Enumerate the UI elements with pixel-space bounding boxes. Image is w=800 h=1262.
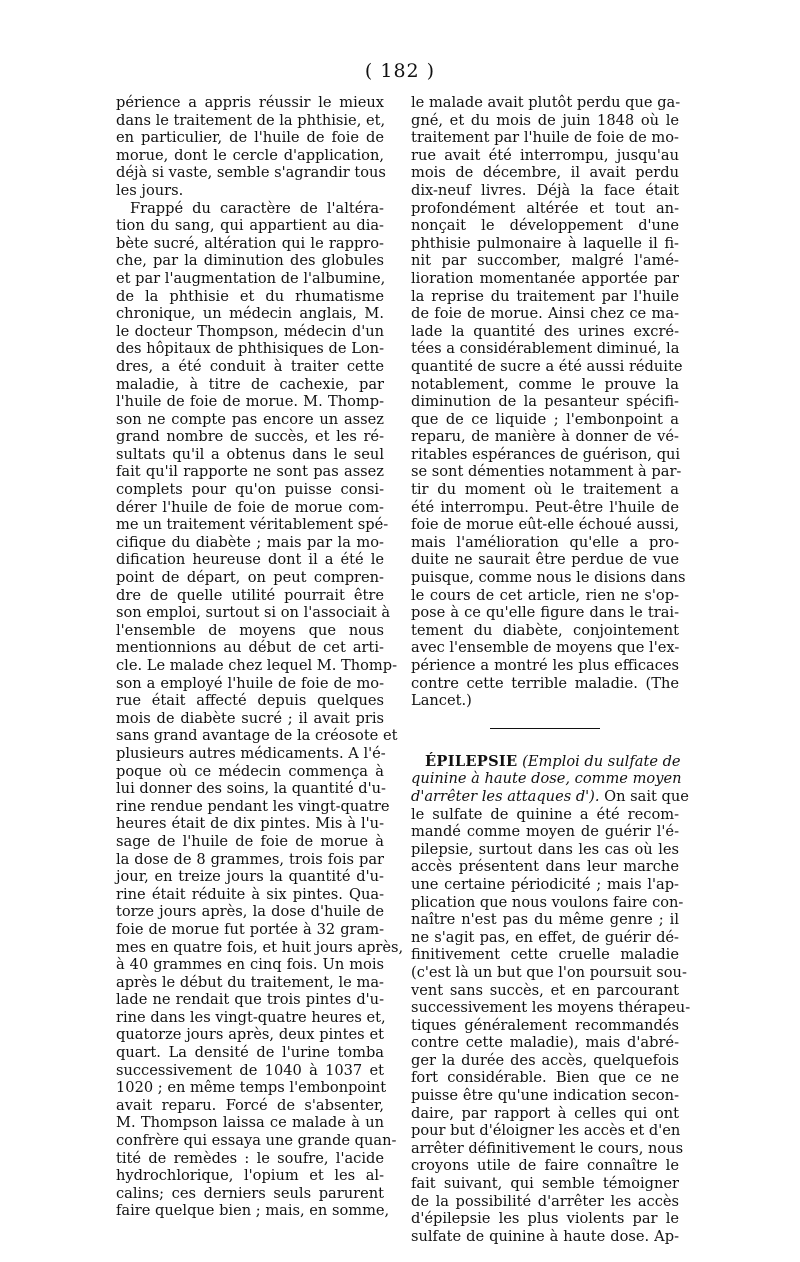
- text-line: morue, dont le cercle d'application,: [116, 146, 384, 164]
- text-line: périence a montré les plus efficaces: [411, 657, 679, 674]
- text-line: complets pour qu'on puisse consi-: [116, 481, 384, 499]
- article-heading-line-3: [411, 787, 689, 806]
- text-line: croyons utile de faire connaître le: [411, 1157, 679, 1175]
- text-line: et par l'augmentation de l'albumine,: [116, 269, 386, 287]
- text-line: poque où ce médecin commença à: [116, 762, 384, 780]
- text-line: Lancet.): [411, 692, 472, 710]
- text-line: mois de diabète sucré ; il avait pris: [116, 709, 384, 727]
- text-line: hydrochlorique, l'opium et les al-: [116, 1167, 384, 1185]
- text-line: l'huile de foie de morue. M. Thomp-: [116, 393, 384, 411]
- text-line: ne s'agit pas, en effet, de guérir dé-: [411, 928, 679, 946]
- text-line: accès présentent dans leur marche: [411, 858, 679, 876]
- text-line: mois de décembre, il avait perdu: [411, 164, 679, 182]
- text-line: la reprise du traitement par l'huile: [411, 287, 679, 305]
- text-line: le sulfate de quinine a été recom-: [411, 805, 679, 823]
- text-line: contre cette terrible maladie. (The: [411, 674, 679, 692]
- article-subtitle: (Emploi du sulfate de: [522, 752, 681, 770]
- text-line: Frappé du caractère de l'altéra-: [130, 199, 384, 217]
- text-line: se sont démenties notamment à par-: [411, 463, 682, 481]
- text-line: périence a appris réussir le mieux: [116, 94, 384, 111]
- text-line: (c'est là un but que l'on poursuit sou-: [411, 963, 687, 981]
- text-line: lioration momentanée apportée par: [411, 269, 679, 287]
- text-line: reparu, de manière à donner de vé-: [411, 428, 679, 446]
- text-line: finitivement cette cruelle maladie: [411, 946, 679, 964]
- text-line: avec l'ensemble de moyens que l'ex-: [411, 639, 680, 657]
- text-line: dre de quelle utilité pourrait être: [116, 586, 384, 604]
- text-line: tées a considérablement diminué, la: [411, 340, 680, 358]
- text-line: une certaine périodicité ; mais l'ap-: [411, 875, 679, 893]
- text-line: pose à ce qu'elle figure dans le trai-: [411, 604, 679, 622]
- text-line: à 40 grammes en cinq fois. Un mois: [116, 956, 384, 974]
- page-number: ( 182 ): [364, 60, 436, 82]
- text-line: après le début du traitement, le ma-: [116, 973, 384, 991]
- text-line: successivement de 1040 à 1037 et: [116, 1061, 384, 1079]
- text-line: mes en quatre fois, et huit jours après,: [116, 938, 404, 956]
- text-line: mentionnions au début de cet arti-: [116, 639, 384, 657]
- text-line: diminution de la pesanteur spécifi-: [411, 393, 679, 411]
- text-line: quantité de sucre a été aussi réduite: [411, 357, 683, 375]
- text-line: rue avait été interrompu, jusqu'au: [411, 146, 679, 164]
- text-line: gné, et du mois de juin 1848 où le: [411, 111, 679, 129]
- text-line: tiques généralement recommandés: [411, 1016, 679, 1034]
- text-line: puisse être qu'une indication secon-: [411, 1087, 679, 1105]
- article-body: [411, 805, 691, 1246]
- text-line: rine était réduite à six pintes. Qua-: [116, 885, 384, 903]
- text-line: che, par la diminution des globules: [116, 252, 384, 270]
- text-line: mandé comme moyen de guérir l'é-: [411, 823, 679, 841]
- text-line: rine dans les vingt-quatre heures et,: [116, 1008, 386, 1026]
- article-opening: On sait que: [604, 787, 689, 805]
- text-line: rine rendue pendant les vingt-quatre: [116, 797, 390, 815]
- text-line: heures était de dix pintes. Mis à l'u-: [116, 815, 384, 833]
- text-line: fait qu'il rapporte ne sont pas assez: [116, 463, 384, 481]
- text-line: dans le traitement de la phthisie, et,: [116, 111, 386, 129]
- text-line: foie de morue eût-elle échoué aussi,: [411, 516, 679, 534]
- text-line: lade ne rendait que trois pintes d'u-: [116, 991, 384, 1009]
- text-line: arrêter définitivement le cours, nous: [411, 1139, 684, 1157]
- text-line: faire quelque bien ; mais, en somme,: [116, 1202, 390, 1220]
- text-line: des hôpitaux de phthisiques de Lon-: [116, 340, 384, 358]
- left-column: [116, 94, 404, 1220]
- text-line: naître n'est pas du même genre ; il: [411, 911, 679, 929]
- text-line: sultats qu'il a obtenus dans le seul: [116, 445, 384, 463]
- text-line: de la possibilité d'arrêter les accès: [411, 1192, 679, 1210]
- text-line: lui donner des soins, la quantité d'u-: [116, 780, 386, 798]
- text-line: grand nombre de succès, et les ré-: [116, 428, 384, 446]
- text-line: son emploi, surtout si on l'associait à: [116, 604, 391, 622]
- text-line: le cours de cet article, rien ne s'op-: [411, 586, 679, 604]
- text-line: fort considérable. Bien que ce ne: [411, 1069, 679, 1087]
- epilepsie-article: [411, 752, 691, 1246]
- article-heading-line-1: [411, 753, 679, 771]
- text-line: tion du sang, qui appartient au dia-: [116, 217, 384, 235]
- text-line: sage de l'huile de foie de morue à: [116, 832, 384, 850]
- text-line: calins; ces derniers seuls parurent: [116, 1184, 384, 1202]
- text-line: dification heureuse dont il a été le: [116, 551, 384, 569]
- text-line: lade la quantité des urines excré-: [411, 322, 679, 340]
- text-line: en particulier, de l'huile de foie de: [116, 129, 384, 147]
- text-line: de la phthisie et du rhumatisme: [116, 287, 384, 305]
- text-line: dres, a été conduit à traiter cette: [116, 357, 384, 375]
- text-line: notablement, comme le prouve la: [411, 375, 679, 393]
- text-line: son ne compte pas encore un assez: [116, 410, 384, 428]
- text-line: contre cette maladie), mais d'abré-: [411, 1034, 679, 1052]
- text-line: nit par succomber, malgré l'amé-: [411, 252, 679, 270]
- text-line: avait reparu. Forcé de s'absenter,: [116, 1096, 384, 1114]
- text-line: sulfate de quinine à haute dose. Ap-: [411, 1227, 679, 1245]
- text-line: cifique du diabète ; mais par la mo-: [116, 533, 384, 551]
- text-line: bète sucré, altération qui le rappro-: [116, 234, 384, 252]
- text-line: successivement les moyens thérapeu-: [411, 999, 691, 1017]
- article-subtitle-end: d'arrêter les attaques d').: [411, 787, 600, 805]
- text-line: la dose de 8 grammes, trois fois par: [116, 850, 384, 868]
- text-line: que de ce liquide ; l'embonpoint a: [411, 410, 679, 428]
- text-line: maladie, à titre de cachexie, par: [116, 375, 384, 393]
- text-line: son a employé l'huile de foie de mo-: [116, 674, 384, 692]
- text-line: quart. La densité de l'urine tomba: [116, 1044, 384, 1062]
- text-line: point de départ, on peut compren-: [116, 569, 384, 587]
- text-line: dix-neuf livres. Déjà la face était: [411, 181, 679, 199]
- text-line: d'épilepsie les plus violents par le: [411, 1210, 679, 1228]
- text-line: chronique, un médecin anglais, M.: [116, 305, 384, 323]
- right-column: [411, 94, 691, 1245]
- text-line: me un traitement véritablement spé-: [116, 516, 389, 534]
- text-line: déjà si vaste, semble s'agrandir tous: [116, 164, 386, 182]
- text-line: sans grand avantage de la créosote et: [116, 727, 398, 745]
- text-line: duite ne saurait être perdue de vue: [411, 551, 679, 569]
- text-line: daire, par rapport à celles qui ont: [411, 1104, 679, 1122]
- text-line: tité de remèdes : le soufre, l'acide: [116, 1149, 384, 1167]
- text-line: jour, en treize jours la quantité d'u-: [116, 868, 384, 886]
- text-line: nonçait le développement d'une: [411, 217, 679, 235]
- text-line: les jours.: [116, 181, 184, 199]
- text-line: plusieurs autres médicaments. A l'é-: [116, 744, 386, 762]
- text-line: tement du diabète, conjointement: [411, 621, 679, 639]
- text-line: été interrompu. Peut-être l'huile de: [411, 498, 679, 516]
- text-line: torze jours après, la dose d'huile de: [116, 903, 384, 921]
- text-line: traitement par l'huile de foie de mo-: [411, 129, 679, 147]
- text-line: le docteur Thompson, médecin d'un: [116, 322, 384, 340]
- text-line: profondément altérée et tout an-: [411, 199, 679, 217]
- text-line: dérer l'huile de foie de morue com-: [116, 498, 384, 516]
- text-line: foie de morue fut portée à 32 gram-: [116, 920, 384, 938]
- text-line: rue était affecté depuis quelques: [116, 692, 384, 710]
- text-line: le malade avait plutôt perdu que ga-: [411, 94, 681, 111]
- text-line: quatorze jours après, deux pintes et: [116, 1026, 384, 1044]
- text-line: ritables espérances de guérison, qui: [411, 445, 681, 463]
- text-line: fait suivant, qui semble témoigner: [411, 1175, 679, 1193]
- text-line: phthisie pulmonaire à laquelle il fi-: [411, 234, 679, 252]
- text-line: mais l'amélioration qu'elle a pro-: [411, 533, 679, 551]
- text-line: tir du moment où le traitement a: [411, 481, 679, 499]
- text-line: cle. Le malade chez lequel M. Thomp-: [116, 657, 398, 674]
- text-line: puisque, comme nous le disions dans: [411, 569, 686, 587]
- text-line: M. Thompson laissa ce malade à un: [116, 1114, 384, 1132]
- section-divider: [490, 728, 600, 729]
- text-line: 1020 ; en même temps l'embonpoint: [116, 1079, 387, 1097]
- text-line: ger la durée des accès, quelquefois: [411, 1051, 679, 1069]
- article-title: ÉPILEPSIE: [425, 752, 518, 770]
- text-line: pilepsie, surtout dans les cas où les: [411, 840, 679, 858]
- text-line: l'ensemble de moyens que nous: [116, 621, 384, 639]
- text-line: de foie de morue. Ainsi chez ce ma-: [411, 305, 679, 323]
- text-line: plication que nous voulons faire con-: [411, 893, 684, 911]
- text-line: vent sans succès, et en parcourant: [411, 981, 679, 999]
- text-line: confrère qui essaya une grande quan-: [116, 1132, 397, 1150]
- article-subtitle-line-2: quinine à haute dose, comme moyen: [411, 770, 682, 788]
- right-column-continuation: [411, 94, 686, 710]
- text-line: pour but d'éloigner les accès et d'en: [411, 1122, 681, 1140]
